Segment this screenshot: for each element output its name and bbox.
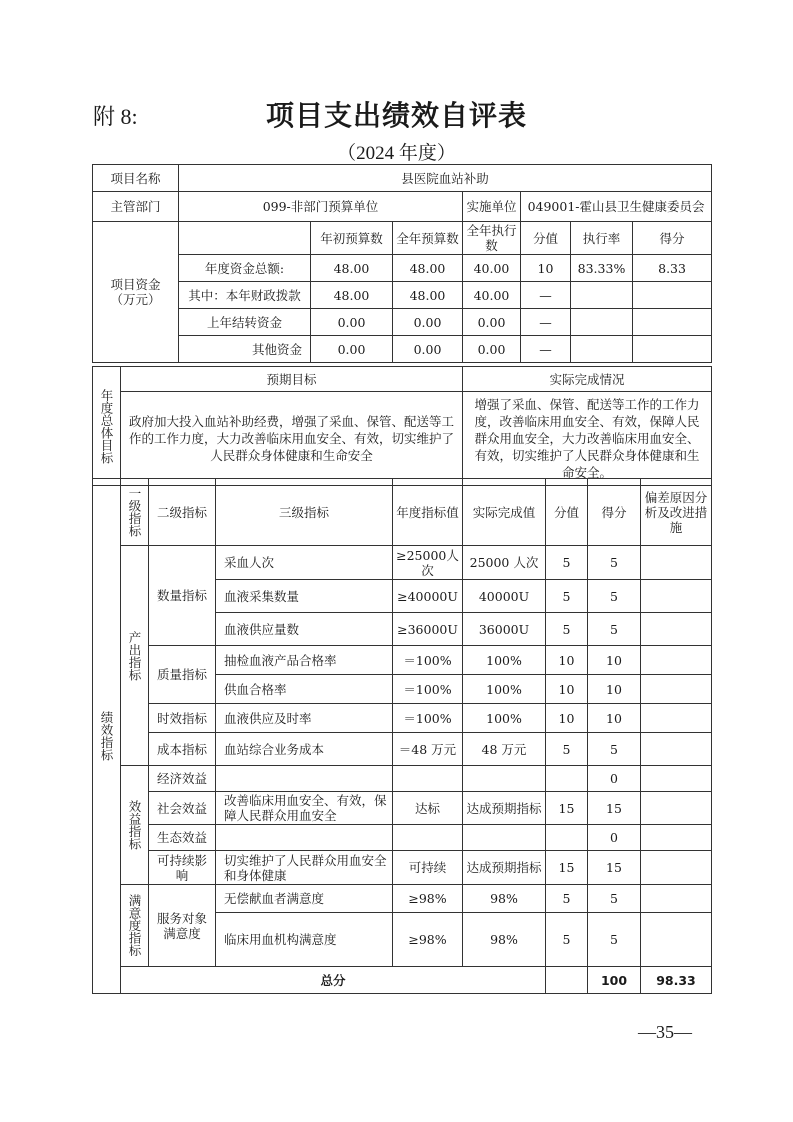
actual-value: 达成预期指标 (463, 851, 546, 885)
funds-header-initial: 年初预算数 (311, 222, 393, 255)
level2-label: 质量指标 (149, 646, 216, 704)
actual-value: 100% (463, 704, 546, 733)
funds-initial: 0.00 (311, 309, 393, 336)
score-value: 5 (546, 885, 588, 913)
level3-label: 无偿献血者满意度 (216, 885, 393, 913)
actual-value: 98% (463, 913, 546, 967)
score: 10 (588, 675, 641, 704)
actual-value (463, 766, 546, 792)
deviation (641, 792, 712, 825)
header-deviation: 偏差原因分析及改进措施 (641, 479, 712, 546)
indicator-row (93, 825, 712, 851)
funds-initial: 48.00 (311, 255, 393, 282)
header-level1-text: 一级指标 (127, 487, 142, 537)
header-level3: 三级指标 (216, 479, 393, 546)
actual-value: 98% (463, 885, 546, 913)
indicator-row (93, 704, 712, 733)
level3-label (216, 825, 393, 851)
target-value: 达标 (393, 792, 463, 825)
funds-score-value: — (521, 336, 571, 363)
department-row (93, 192, 712, 222)
funds-score (633, 282, 712, 309)
deviation (641, 913, 712, 967)
funds-score-value: 10 (521, 255, 571, 282)
funds-label-line1: 项目资金 (110, 277, 161, 292)
deviation (641, 733, 712, 766)
funds-row (93, 309, 712, 336)
funds-executed: 0.00 (463, 336, 521, 363)
funds-row (93, 336, 712, 363)
level1-benefit (121, 766, 149, 885)
level3-label (216, 766, 393, 792)
total-score: 98.33 (641, 967, 712, 994)
level3-label: 抽检血液产品合格率 (216, 646, 393, 675)
deviation (641, 851, 712, 885)
total-label: 总分 (121, 967, 546, 994)
deviation (641, 613, 712, 646)
funds-row-label: 其他资金 (179, 336, 311, 363)
dept-value: 099-非部门预算单位 (179, 192, 463, 222)
funds-header-score-value: 分值 (521, 222, 571, 255)
score: 5 (588, 733, 641, 766)
impl-label: 实施单位 (463, 192, 521, 222)
indicator-row (93, 546, 712, 580)
score: 15 (588, 792, 641, 825)
score-value: 5 (546, 613, 588, 646)
actual-value: 48 万元 (463, 733, 546, 766)
target-value (393, 766, 463, 792)
deviation (641, 766, 712, 792)
funds-section-label (93, 222, 179, 363)
level3-label: 血液采集数量 (216, 580, 393, 613)
actual-value: 36000U (463, 613, 546, 646)
performance-section-label (93, 479, 121, 994)
level2-label: 成本指标 (149, 733, 216, 766)
level1-output-text: 产出指标 (127, 630, 142, 681)
score-value: 5 (546, 733, 588, 766)
header-level2: 二级指标 (149, 479, 216, 546)
performance-section-label-text: 绩效指标 (99, 711, 114, 761)
score: 5 (588, 613, 641, 646)
header-score: 得分 (588, 479, 641, 546)
level2-label: 可持续影响 (149, 851, 216, 885)
page-title: 项目支出绩效自评表 (265, 99, 527, 132)
deviation (641, 580, 712, 613)
funds-row (93, 255, 712, 282)
header-score-value: 分值 (546, 479, 588, 546)
level2-label: 生态效益 (149, 825, 216, 851)
level3-label: 供血合格率 (216, 675, 393, 704)
funds-header-blank (179, 222, 311, 255)
indicator-row (93, 646, 712, 675)
funds-label-line2: （万元） (110, 292, 161, 307)
target-value: ≥36000U (393, 613, 463, 646)
actual-value: 40000U (463, 580, 546, 613)
target-value: ≥25000人次 (393, 546, 463, 580)
level2-label: 数量指标 (149, 546, 216, 646)
level3-label: 采血人次 (216, 546, 393, 580)
deviation (641, 885, 712, 913)
header-actual: 实际完成值 (463, 479, 546, 546)
indicator-row (93, 885, 712, 913)
funds-rate: 83.33% (571, 255, 633, 282)
funds-executed: 40.00 (463, 282, 521, 309)
funds-header-rate: 执行率 (571, 222, 633, 255)
funds-initial: 48.00 (311, 282, 393, 309)
score-value: 10 (546, 646, 588, 675)
level2-label: 社会效益 (149, 792, 216, 825)
deviation (641, 825, 712, 851)
actual-value (463, 825, 546, 851)
expected-goal-text: 政府加大投入血站补助经费，增强了采血、保管、配送等工作的工作力度，大力改善临床用血安全、有效，切实维护了人民群众身体健康和生命安全 (121, 392, 463, 486)
performance-indicators-table (92, 478, 712, 994)
level1-benefit-text: 效益指标 (127, 800, 142, 850)
page-subtitle: （2024 年度） (337, 143, 456, 164)
project-name-label: 项目名称 (93, 165, 179, 192)
level1-satisfaction (121, 885, 149, 967)
performance-header-row (93, 479, 712, 546)
level1-satisfaction-text: 满意度指标 (127, 894, 142, 957)
impl-value: 049001-霍山县卫生健康委员会 (521, 192, 712, 222)
target-value (393, 825, 463, 851)
goals-section-label-text: 年度总体目标 (99, 388, 114, 464)
indicator-row (93, 851, 712, 885)
funds-header-executed: 全年执行数 (463, 222, 521, 255)
score: 10 (588, 646, 641, 675)
level3-label: 血液供应及时率 (216, 704, 393, 733)
actual-value: 达成预期指标 (463, 792, 546, 825)
deviation (641, 675, 712, 704)
actual-result-header: 实际完成情况 (463, 367, 712, 392)
funds-initial: 0.00 (311, 336, 393, 363)
funds-rate (571, 282, 633, 309)
level3-label: 血液供应量数 (216, 613, 393, 646)
goals-section-label (93, 367, 121, 486)
target-value: ≥40000U (393, 580, 463, 613)
funds-annual: 48.00 (393, 255, 463, 282)
score-value: 15 (546, 851, 588, 885)
funds-score: 8.33 (633, 255, 712, 282)
annual-goals-table (92, 366, 712, 486)
target-value: ＝100% (393, 646, 463, 675)
level3-label: 临床用血机构满意度 (216, 913, 393, 967)
indicator-row (93, 792, 712, 825)
dept-label: 主管部门 (93, 192, 179, 222)
level3-label: 切实维护了人民群众用血安全和身体健康 (216, 851, 393, 885)
score-value: 10 (546, 675, 588, 704)
project-name-row (93, 165, 712, 192)
target-value: 可持续 (393, 851, 463, 885)
deviation (641, 704, 712, 733)
header-level1 (121, 479, 149, 546)
actual-value: 25000 人次 (463, 546, 546, 580)
indicator-row (93, 766, 712, 792)
score-value: 5 (546, 913, 588, 967)
actual-result-text: 增强了采血、保管、配送等工作的工作力度，改善临床用血安全、有效，保障人民群众用血安全，大力改善临床用血安全、有效，切实维护了人民群众身体健康和生命安全。 (463, 392, 712, 486)
project-name-value: 县医院血站补助 (179, 165, 712, 192)
level3-label: 血站综合业务成本 (216, 733, 393, 766)
score: 15 (588, 851, 641, 885)
funds-score (633, 336, 712, 363)
target-value: ≥98% (393, 913, 463, 967)
score-value: 15 (546, 792, 588, 825)
score: 5 (588, 885, 641, 913)
funds-header-row (93, 222, 712, 255)
score: 5 (588, 580, 641, 613)
funds-row-label: 其中：本年财政拨款 (179, 282, 311, 309)
funds-row-label: 上年结转资金 (179, 309, 311, 336)
funds-header-score: 得分 (633, 222, 712, 255)
target-value: ＝48 万元 (393, 733, 463, 766)
level2-label: 时效指标 (149, 704, 216, 733)
score-value (546, 825, 588, 851)
target-value: ≥98% (393, 885, 463, 913)
score: 0 (588, 766, 641, 792)
target-value: ＝100% (393, 675, 463, 704)
score-value (546, 766, 588, 792)
score: 0 (588, 825, 641, 851)
level2-label: 服务对象满意度 (149, 885, 216, 967)
actual-value: 100% (463, 675, 546, 704)
page-number: —35— (638, 1022, 692, 1042)
funds-annual: 0.00 (393, 336, 463, 363)
score: 5 (588, 913, 641, 967)
project-funds-table (92, 164, 712, 363)
funds-executed: 40.00 (463, 255, 521, 282)
deviation (641, 646, 712, 675)
funds-executed: 0.00 (463, 309, 521, 336)
funds-annual: 0.00 (393, 309, 463, 336)
score-value: 5 (546, 580, 588, 613)
funds-score (633, 309, 712, 336)
funds-row-label: 年度资金总额: (179, 255, 311, 282)
total-actual (546, 967, 588, 994)
attachment-label: 附 8: (93, 104, 138, 129)
goals-header-row (93, 367, 712, 392)
level3-label: 改善临床用血安全、有效，保障人民群众用血安全 (216, 792, 393, 825)
score: 5 (588, 546, 641, 580)
funds-header-annual: 全年预算数 (393, 222, 463, 255)
total-score-value: 100 (588, 967, 641, 994)
funds-rate (571, 336, 633, 363)
target-value: ＝100% (393, 704, 463, 733)
funds-row (93, 282, 712, 309)
funds-score-value: — (521, 282, 571, 309)
level1-output (121, 546, 149, 766)
score: 10 (588, 704, 641, 733)
total-row (93, 967, 712, 994)
actual-value: 100% (463, 646, 546, 675)
goals-content-row (93, 392, 712, 486)
deviation (641, 546, 712, 580)
funds-annual: 48.00 (393, 282, 463, 309)
score-value: 10 (546, 704, 588, 733)
indicator-row (93, 733, 712, 766)
score-value: 5 (546, 546, 588, 580)
expected-goal-header: 预期目标 (121, 367, 463, 392)
header-target: 年度指标值 (393, 479, 463, 546)
level2-label: 经济效益 (149, 766, 216, 792)
funds-rate (571, 309, 633, 336)
funds-score-value: — (521, 309, 571, 336)
